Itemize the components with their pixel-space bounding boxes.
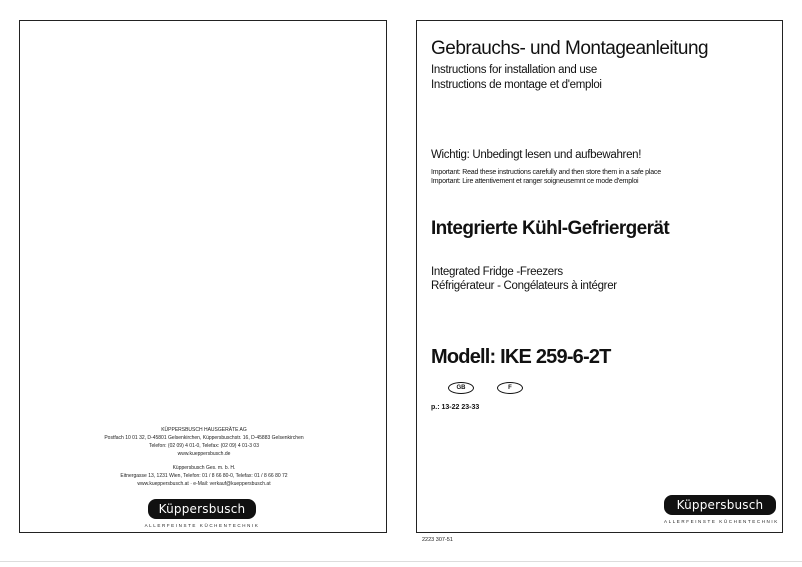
- title-english: Instructions for installation and use: [431, 64, 597, 76]
- imprint-line: Telefon: (02 09) 4 01-0, Telefax: (02 09) 4 01-3 03: [149, 443, 259, 449]
- back-cover-page: [19, 20, 387, 533]
- imprint-austria: [20, 464, 388, 488]
- imprint-line: KÜPPERSBUSCH HAUSGERÄTE AG: [161, 427, 247, 433]
- imprint-line: Postfach 10 01 32, D-45801 Gelsenkirchen, Küppersbuschstr. 16, D-45883 Gelsenkirchen: [104, 435, 304, 441]
- imprint-germany: [20, 426, 388, 458]
- product-title-english: Integrated Fridge -Freezers: [431, 266, 563, 278]
- product-title-french: Réfrigérateur - Congélateurs à intégrer: [431, 280, 617, 292]
- page-ranges: p.: 13-22 23-33: [431, 404, 480, 411]
- imprint-line: www.kueppersbusch.at · e-Mail: verkauf@kueppersbusch.at: [137, 481, 271, 487]
- important-german: Wichtig: Unbedingt lesen und aufbewahren!: [431, 149, 642, 161]
- important-english: Important: Read these instructions carefully and then store them in a safe place: [431, 169, 661, 176]
- divider: [0, 561, 802, 562]
- brand-logo: Küppersbusch: [148, 499, 256, 519]
- product-title-german: Integrierte Kühl-Gefriergerät: [431, 218, 670, 239]
- brand-tagline: ALLERFEINSTE KÜCHENTECHNIK: [144, 523, 260, 528]
- imprint-line: Küppersbusch Ges. m. b. H.: [172, 465, 236, 471]
- language-badge-f: F: [497, 382, 523, 394]
- document-number: 2223 307-51: [422, 537, 453, 543]
- brand-tagline: ALLERFEINSTE KÜCHENTECHNIK: [664, 519, 779, 524]
- title-french: Instructions de montage et d'emploi: [431, 79, 602, 91]
- language-badge-gb: GB: [448, 382, 474, 394]
- brand-logo: Küppersbusch: [664, 495, 776, 515]
- imprint-line: Eitnergasse 13, 1231 Wien, Telefon: 01 / 8 66 80-0, Telefax: 01 / 8 66 80 72: [120, 473, 288, 479]
- title-german: Gebrauchs- und Montageanleitung: [431, 38, 709, 59]
- imprint-line: www.kueppersbusch.de: [177, 451, 231, 457]
- important-french: Important: Lire attentivement et ranger soigneusemnt ce mode d'emploi: [431, 178, 639, 185]
- model-number: Modell: IKE 259-6-2T: [431, 346, 611, 368]
